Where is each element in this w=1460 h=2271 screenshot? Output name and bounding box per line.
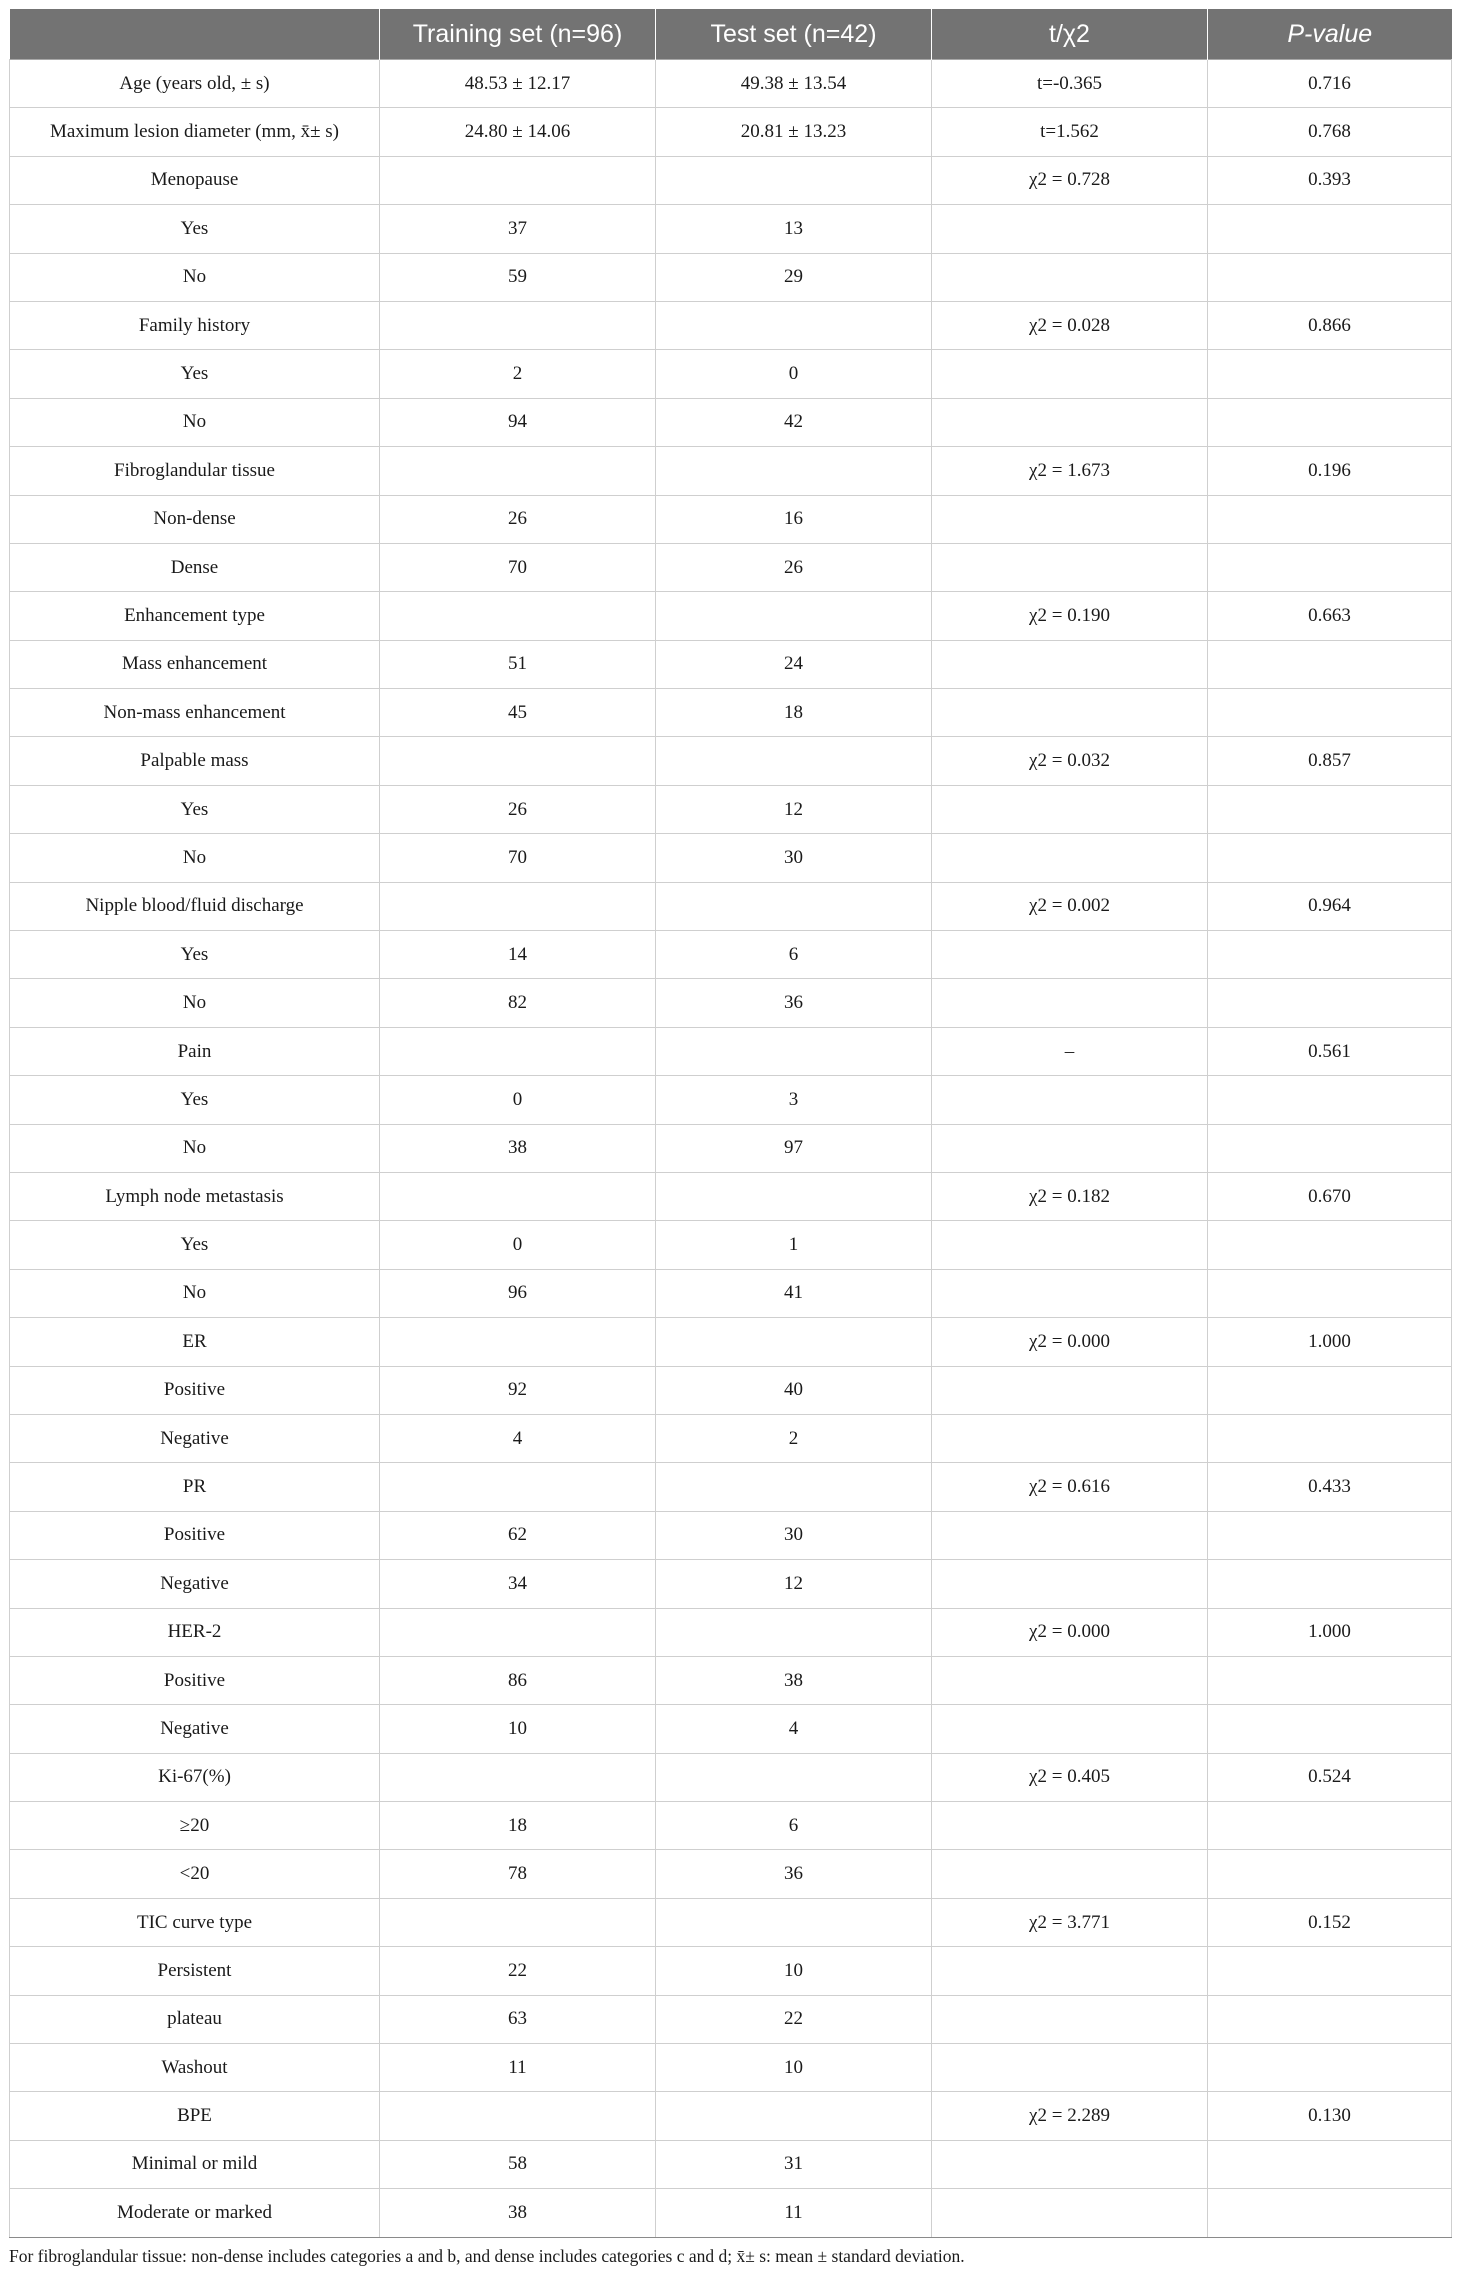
cell-test-set [656, 1172, 932, 1220]
cell-training-set: 14 [380, 931, 656, 979]
cell-variable: Moderate or marked [10, 2189, 380, 2237]
cell-p-value: 1.000 [1208, 1318, 1452, 1366]
cell-p-value [1208, 785, 1452, 833]
cell-statistic [932, 495, 1208, 543]
cell-test-set: 10 [656, 2044, 932, 2092]
cell-test-set: 6 [656, 1802, 932, 1850]
cell-statistic: χ2 = 0.728 [932, 156, 1208, 204]
cell-test-set: 11 [656, 2189, 932, 2237]
cell-test-set: 4 [656, 1705, 932, 1753]
cell-variable: Family history [10, 301, 380, 349]
cell-statistic [932, 689, 1208, 737]
table-row [10, 495, 1452, 543]
cell-test-set [656, 447, 932, 495]
cell-p-value [1208, 1124, 1452, 1172]
cell-test-set: 29 [656, 253, 932, 301]
cell-test-set: 41 [656, 1269, 932, 1317]
header-statistic: t/χ2 [932, 9, 1208, 60]
cell-test-set: 26 [656, 543, 932, 591]
cell-test-set [656, 156, 932, 204]
cell-test-set: 6 [656, 931, 932, 979]
cell-p-value [1208, 398, 1452, 446]
cell-training-set: 63 [380, 1995, 656, 2043]
cell-variable: Yes [10, 1076, 380, 1124]
table-row [10, 1850, 1452, 1898]
cell-training-set: 0 [380, 1076, 656, 1124]
cell-variable: Ki-67(%) [10, 1753, 380, 1801]
cell-statistic [932, 398, 1208, 446]
header-training-set: Training set (n=96) [380, 9, 656, 60]
cell-test-set: 3 [656, 1076, 932, 1124]
cell-statistic: χ2 = 0.032 [932, 737, 1208, 785]
cell-training-set: 38 [380, 1124, 656, 1172]
cell-variable: HER-2 [10, 1608, 380, 1656]
cell-p-value: 0.152 [1208, 1898, 1452, 1946]
cell-training-set: 96 [380, 1269, 656, 1317]
cell-p-value [1208, 1850, 1452, 1898]
cell-statistic [932, 1850, 1208, 1898]
cell-p-value [1208, 1414, 1452, 1462]
cell-variable: Yes [10, 1221, 380, 1269]
table-row [10, 931, 1452, 979]
cell-training-set [380, 301, 656, 349]
cell-training-set: 92 [380, 1366, 656, 1414]
table-container [9, 9, 1451, 2267]
cell-test-set [656, 1898, 932, 1946]
cell-statistic [932, 350, 1208, 398]
header-p-value-text: P-value [1287, 19, 1373, 48]
cell-variable: BPE [10, 2092, 380, 2140]
table-row [10, 350, 1452, 398]
table-row [10, 1705, 1452, 1753]
cell-p-value: 0.561 [1208, 1027, 1452, 1075]
cell-variable: <20 [10, 1850, 380, 1898]
header-test-set: Test set (n=42) [656, 9, 932, 60]
cell-test-set: 1 [656, 1221, 932, 1269]
cell-variable: No [10, 398, 380, 446]
table-row [10, 1995, 1452, 2043]
table-row [10, 592, 1452, 640]
cell-test-set: 30 [656, 834, 932, 882]
cell-variable: No [10, 1269, 380, 1317]
table-body [10, 60, 1452, 2238]
cell-training-set [380, 1753, 656, 1801]
cell-p-value [1208, 1560, 1452, 1608]
table-row [10, 1124, 1452, 1172]
cell-training-set: 78 [380, 1850, 656, 1898]
cell-training-set: 26 [380, 495, 656, 543]
cell-variable: No [10, 834, 380, 882]
table-row [10, 156, 1452, 204]
cell-statistic: t=-0.365 [932, 60, 1208, 108]
cell-p-value [1208, 2044, 1452, 2092]
cell-training-set: 62 [380, 1511, 656, 1559]
cell-statistic: χ2 = 0.000 [932, 1318, 1208, 1366]
cell-variable: Fibroglandular tissue [10, 447, 380, 495]
cell-training-set: 24.80 ± 14.06 [380, 108, 656, 156]
cell-variable: Positive [10, 1656, 380, 1704]
cell-test-set [656, 592, 932, 640]
cell-statistic [932, 2044, 1208, 2092]
cell-training-set: 82 [380, 979, 656, 1027]
cell-variable: Minimal or mild [10, 2140, 380, 2188]
cell-statistic: χ2 = 3.771 [932, 1898, 1208, 1946]
cell-p-value: 0.964 [1208, 882, 1452, 930]
cell-variable: Palpable mass [10, 737, 380, 785]
table-row [10, 2092, 1452, 2140]
cell-p-value: 0.393 [1208, 156, 1452, 204]
table-row [10, 882, 1452, 930]
cell-variable: Age (years old, ± s) [10, 60, 380, 108]
cell-training-set: 38 [380, 2189, 656, 2237]
cell-training-set [380, 592, 656, 640]
table-row [10, 2140, 1452, 2188]
cell-p-value: 0.433 [1208, 1463, 1452, 1511]
cell-variable: ≥20 [10, 1802, 380, 1850]
cell-statistic [932, 1560, 1208, 1608]
cell-test-set: 16 [656, 495, 932, 543]
cell-statistic [932, 931, 1208, 979]
cell-statistic [932, 1802, 1208, 1850]
cell-statistic [932, 1221, 1208, 1269]
cell-statistic: χ2 = 0.002 [932, 882, 1208, 930]
cell-variable: Enhancement type [10, 592, 380, 640]
cell-p-value [1208, 205, 1452, 253]
cell-variable: No [10, 253, 380, 301]
header-variable [10, 9, 380, 60]
cell-statistic [932, 253, 1208, 301]
cell-test-set: 97 [656, 1124, 932, 1172]
table-row [10, 1753, 1452, 1801]
cell-training-set: 18 [380, 1802, 656, 1850]
cell-test-set [656, 1318, 932, 1366]
cell-test-set: 10 [656, 1947, 932, 1995]
cell-statistic [932, 1995, 1208, 2043]
cell-p-value [1208, 543, 1452, 591]
cell-p-value [1208, 979, 1452, 1027]
cell-training-set: 48.53 ± 12.17 [380, 60, 656, 108]
cell-test-set: 36 [656, 1850, 932, 1898]
cell-p-value [1208, 350, 1452, 398]
cell-test-set: 13 [656, 205, 932, 253]
cell-training-set: 58 [380, 2140, 656, 2188]
cell-p-value: 0.716 [1208, 60, 1452, 108]
table-row [10, 398, 1452, 446]
cell-p-value: 0.524 [1208, 1753, 1452, 1801]
cell-p-value: 0.130 [1208, 2092, 1452, 2140]
table-row [10, 253, 1452, 301]
cell-statistic [932, 543, 1208, 591]
cell-test-set: 31 [656, 2140, 932, 2188]
cell-test-set: 49.38 ± 13.54 [656, 60, 932, 108]
table-row [10, 1898, 1452, 1946]
cell-statistic [932, 1947, 1208, 1995]
cell-statistic: χ2 = 0.190 [932, 592, 1208, 640]
cell-statistic: χ2 = 1.673 [932, 447, 1208, 495]
cell-variable: PR [10, 1463, 380, 1511]
cell-variable: Positive [10, 1511, 380, 1559]
cell-p-value [1208, 1705, 1452, 1753]
cell-training-set: 45 [380, 689, 656, 737]
cell-training-set: 26 [380, 785, 656, 833]
cell-statistic [932, 2189, 1208, 2237]
table-row [10, 301, 1452, 349]
cell-test-set [656, 1463, 932, 1511]
cell-training-set: 4 [380, 1414, 656, 1462]
cell-test-set: 30 [656, 1511, 932, 1559]
cell-variable: No [10, 979, 380, 1027]
cell-test-set [656, 2092, 932, 2140]
table-row [10, 1076, 1452, 1124]
cell-training-set: 22 [380, 1947, 656, 1995]
table-footnote: For fibroglandular tissue: non-dense includes categories a and b, and dense includes categories c and d; x̄± s: mean ± standard deviation. [9, 2245, 965, 2266]
cell-statistic [932, 1414, 1208, 1462]
cell-training-set: 34 [380, 1560, 656, 1608]
cell-test-set [656, 301, 932, 349]
cell-training-set: 70 [380, 834, 656, 882]
cell-statistic [932, 640, 1208, 688]
cell-statistic: χ2 = 2.289 [932, 2092, 1208, 2140]
cell-variable: Dense [10, 543, 380, 591]
cell-p-value [1208, 640, 1452, 688]
cell-p-value [1208, 1076, 1452, 1124]
cell-p-value [1208, 1947, 1452, 1995]
table-row [10, 2189, 1452, 2237]
cell-variable: Pain [10, 1027, 380, 1075]
cell-statistic [932, 979, 1208, 1027]
cell-p-value: 0.196 [1208, 447, 1452, 495]
cell-variable: No [10, 1124, 380, 1172]
cell-p-value [1208, 1802, 1452, 1850]
cell-p-value [1208, 834, 1452, 882]
cell-p-value: 0.857 [1208, 737, 1452, 785]
cell-statistic [932, 1366, 1208, 1414]
table-row [10, 1414, 1452, 1462]
cell-test-set [656, 1753, 932, 1801]
cell-p-value [1208, 689, 1452, 737]
cell-test-set: 12 [656, 785, 932, 833]
table-row [10, 1947, 1452, 1995]
cell-p-value [1208, 1656, 1452, 1704]
cell-statistic [932, 205, 1208, 253]
cell-training-set [380, 882, 656, 930]
cell-statistic [932, 785, 1208, 833]
table-row [10, 1027, 1452, 1075]
cell-statistic: t=1.562 [932, 108, 1208, 156]
cell-statistic: χ2 = 0.616 [932, 1463, 1208, 1511]
cell-training-set: 70 [380, 543, 656, 591]
cell-variable: Non-dense [10, 495, 380, 543]
cell-statistic: – [932, 1027, 1208, 1075]
cell-test-set: 18 [656, 689, 932, 737]
cell-test-set [656, 737, 932, 785]
cell-variable: Mass enhancement [10, 640, 380, 688]
table-row [10, 1221, 1452, 1269]
cell-p-value [1208, 1511, 1452, 1559]
cell-statistic [932, 1705, 1208, 1753]
cell-p-value [1208, 2189, 1452, 2237]
cell-p-value: 0.866 [1208, 301, 1452, 349]
cell-variable: plateau [10, 1995, 380, 2043]
cell-p-value [1208, 495, 1452, 543]
cell-statistic [932, 1269, 1208, 1317]
table-row [10, 689, 1452, 737]
cell-p-value: 0.663 [1208, 592, 1452, 640]
cell-statistic: χ2 = 0.405 [932, 1753, 1208, 1801]
cell-test-set [656, 1027, 932, 1075]
cell-test-set [656, 882, 932, 930]
cell-variable: Yes [10, 931, 380, 979]
header-row [10, 9, 1452, 60]
cell-training-set [380, 1608, 656, 1656]
cell-statistic: χ2 = 0.182 [932, 1172, 1208, 1220]
cell-variable: Maximum lesion diameter (mm, x̄± s) [10, 108, 380, 156]
table-row [10, 543, 1452, 591]
table-row [10, 447, 1452, 495]
header-p-value [1208, 9, 1452, 60]
table-row [10, 108, 1452, 156]
cell-variable: Lymph node metastasis [10, 1172, 380, 1220]
cell-training-set [380, 1898, 656, 1946]
cell-variable: Positive [10, 1366, 380, 1414]
cell-training-set: 94 [380, 398, 656, 446]
cell-test-set: 40 [656, 1366, 932, 1414]
cell-training-set: 37 [380, 205, 656, 253]
cell-training-set: 86 [380, 1656, 656, 1704]
cell-statistic [932, 1511, 1208, 1559]
cell-p-value: 0.670 [1208, 1172, 1452, 1220]
cell-test-set: 24 [656, 640, 932, 688]
cell-statistic [932, 2140, 1208, 2188]
table-row [10, 640, 1452, 688]
table-row [10, 205, 1452, 253]
table-row [10, 979, 1452, 1027]
cell-test-set: 36 [656, 979, 932, 1027]
table-row [10, 1269, 1452, 1317]
cell-test-set: 22 [656, 1995, 932, 2043]
table-row [10, 1560, 1452, 1608]
cell-variable: ER [10, 1318, 380, 1366]
cell-training-set [380, 447, 656, 495]
cell-training-set: 59 [380, 253, 656, 301]
table-row [10, 737, 1452, 785]
cell-training-set: 10 [380, 1705, 656, 1753]
cell-test-set: 0 [656, 350, 932, 398]
table-row [10, 1172, 1452, 1220]
cell-statistic [932, 1656, 1208, 1704]
cell-training-set [380, 2092, 656, 2140]
cell-variable: Washout [10, 2044, 380, 2092]
cell-variable: TIC curve type [10, 1898, 380, 1946]
table-row [10, 1366, 1452, 1414]
cell-p-value: 0.768 [1208, 108, 1452, 156]
cell-p-value [1208, 1221, 1452, 1269]
cell-test-set [656, 1608, 932, 1656]
table-row [10, 834, 1452, 882]
cell-test-set: 42 [656, 398, 932, 446]
cell-variable: Non-mass enhancement [10, 689, 380, 737]
cell-variable: Negative [10, 1414, 380, 1462]
cell-training-set: 11 [380, 2044, 656, 2092]
table-row [10, 1511, 1452, 1559]
table-row [10, 2044, 1452, 2092]
table-row [10, 60, 1452, 108]
cell-test-set: 12 [656, 1560, 932, 1608]
cell-p-value [1208, 931, 1452, 979]
cell-training-set [380, 1463, 656, 1511]
cell-test-set: 2 [656, 1414, 932, 1462]
cell-variable: Yes [10, 350, 380, 398]
cell-statistic: χ2 = 0.028 [932, 301, 1208, 349]
cell-p-value [1208, 1269, 1452, 1317]
table-row [10, 1802, 1452, 1850]
cell-training-set [380, 1318, 656, 1366]
data-table [9, 9, 1452, 2238]
cell-variable: Yes [10, 205, 380, 253]
cell-p-value: 1.000 [1208, 1608, 1452, 1656]
cell-variable: Negative [10, 1560, 380, 1608]
cell-training-set [380, 156, 656, 204]
cell-training-set [380, 737, 656, 785]
cell-p-value [1208, 1366, 1452, 1414]
cell-p-value [1208, 2140, 1452, 2188]
table-row [10, 785, 1452, 833]
cell-test-set: 38 [656, 1656, 932, 1704]
table-row [10, 1318, 1452, 1366]
cell-training-set: 51 [380, 640, 656, 688]
cell-variable: Yes [10, 785, 380, 833]
table-row [10, 1463, 1452, 1511]
cell-p-value [1208, 253, 1452, 301]
cell-variable: Menopause [10, 156, 380, 204]
table-row [10, 1608, 1452, 1656]
cell-variable: Persistent [10, 1947, 380, 1995]
cell-statistic [932, 834, 1208, 882]
cell-training-set [380, 1027, 656, 1075]
cell-training-set: 2 [380, 350, 656, 398]
cell-variable: Nipple blood/fluid discharge [10, 882, 380, 930]
cell-statistic: χ2 = 0.000 [932, 1608, 1208, 1656]
cell-training-set [380, 1172, 656, 1220]
cell-test-set: 20.81 ± 13.23 [656, 108, 932, 156]
cell-p-value [1208, 1995, 1452, 2043]
cell-statistic [932, 1124, 1208, 1172]
cell-variable: Negative [10, 1705, 380, 1753]
table-row [10, 1656, 1452, 1704]
cell-statistic [932, 1076, 1208, 1124]
cell-training-set: 0 [380, 1221, 656, 1269]
